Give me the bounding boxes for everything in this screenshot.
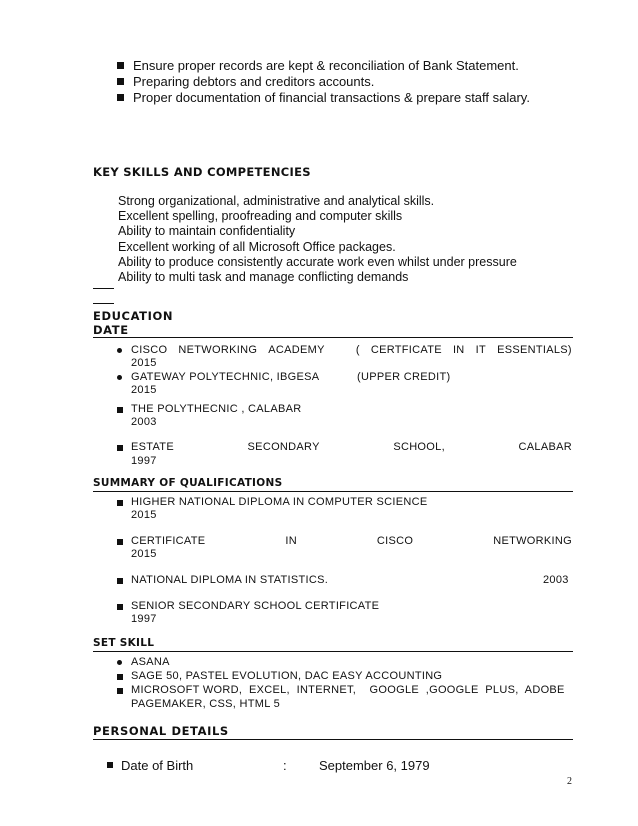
section-rule <box>93 491 573 492</box>
page-number: 2 <box>567 776 572 787</box>
dob-value: September 6, 1979 <box>319 758 430 773</box>
qualification-year: 2015 <box>131 509 157 521</box>
skill-item: Ability to produce consistently accurate work even whilst under pressure <box>118 255 517 269</box>
set-skill-item-continued: PAGEMAKER, CSS, HTML 5 <box>131 698 281 710</box>
section-rule <box>93 651 573 652</box>
duty-item: Proper documentation of financial transactions & prepare staff salary. <box>133 90 530 105</box>
section-rule <box>93 337 573 338</box>
education-note: (UPPER CREDIT) <box>357 371 451 383</box>
skill-item: Excellent spelling, proofreading and computer skills <box>118 209 403 223</box>
education-entry: CISCO NETWORKING ACADEMY ( CERTFICATE IN IT ESSENTIALS) <box>131 344 572 356</box>
education-year: 1997 <box>131 455 157 467</box>
education-year: 2015 <box>131 357 157 369</box>
set-skill-heading: SET SKILL <box>93 637 155 649</box>
qualification-entry: SENIOR SECONDARY SCHOOL CERTIFICATE <box>131 600 380 612</box>
qualifications-heading: SUMMARY OF QUALIFICATIONS <box>93 477 283 489</box>
education-date-label: DATE <box>93 323 129 337</box>
qualification-year: 2015 <box>131 548 157 560</box>
qualification-entry: CERTIFICATE IN CISCO NETWORKING <box>131 535 572 547</box>
skill-item: Strong organizational, administrative and analytical skills. <box>118 194 435 208</box>
education-year: 2003 <box>131 416 157 428</box>
education-entry: ESTATE SECONDARY SCHOOL, CALABAR <box>131 441 572 453</box>
skill-item: Ability to maintain confidentiality <box>118 224 296 238</box>
qualification-entry: NATIONAL DIPLOMA IN STATISTICS. <box>131 574 329 586</box>
key-skills-heading: KEY SKILLS AND COMPETENCIES <box>93 165 311 179</box>
set-skill-item: MICROSOFT WORD, EXCEL, INTERNET, GOOGLE ,GOOGLE PLUS, ADOBE <box>131 684 565 696</box>
dob-label: Date of Birth <box>121 758 194 773</box>
qualification-year: 2003 <box>543 574 569 586</box>
set-skill-item: SAGE 50, PASTEL EVOLUTION, DAC EASY ACCOUNTING <box>131 670 443 682</box>
dob-separator: : <box>283 758 287 773</box>
duty-item: Ensure proper records are kept & reconciliation of Bank Statement. <box>133 58 519 73</box>
skill-item: Excellent working of all Microsoft Office packages. <box>118 240 396 254</box>
qualification-entry: HIGHER NATIONAL DIPLOMA IN COMPUTER SCIENCE <box>131 496 428 508</box>
duty-item: Preparing debtors and creditors accounts. <box>133 74 375 89</box>
divider <box>93 288 114 289</box>
education-entry: GATEWAY POLYTECHNIC, IBGESA <box>131 371 320 383</box>
skill-item: Ability to multi task and manage conflicting demands <box>118 270 409 284</box>
qualification-year: 1997 <box>131 613 157 625</box>
section-rule <box>93 739 573 740</box>
education-heading: EDUCATION <box>93 309 174 323</box>
set-skill-item: ASANA <box>131 656 170 668</box>
divider <box>93 303 114 304</box>
education-year: 2015 <box>131 384 157 396</box>
education-entry: THE POLYTHECNIC , CALABAR <box>131 403 302 415</box>
personal-heading: PERSONAL DETAILS <box>93 724 229 738</box>
